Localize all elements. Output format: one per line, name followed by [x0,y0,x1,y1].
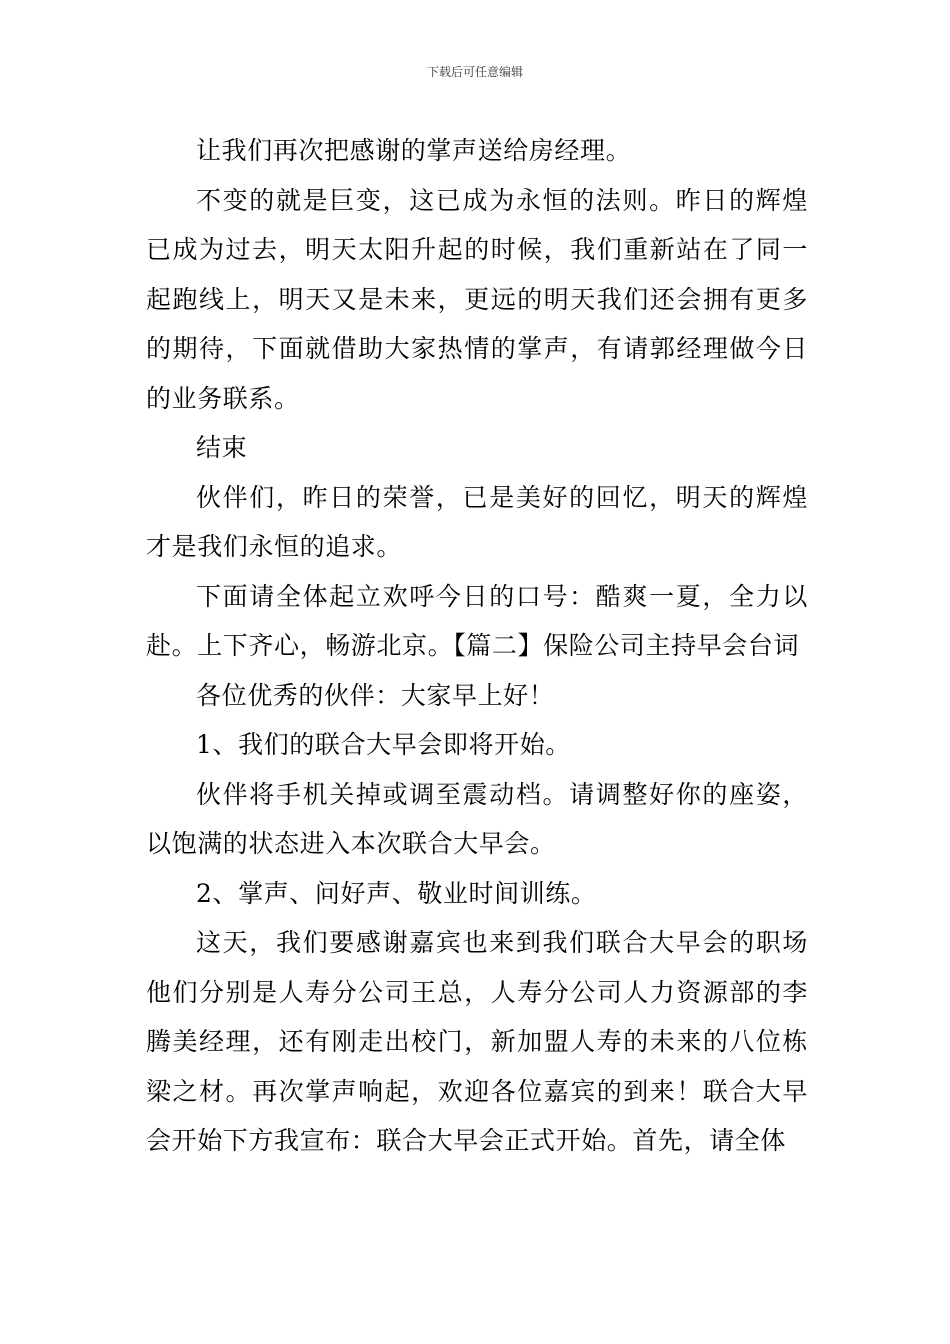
paragraph: 让我们再次把感谢的掌声送给房经理。 [196,136,632,165]
document-body [146,126,808,1166]
section-heading: 结束 [196,433,248,462]
paragraph: 伙伴们，昨日的荣誉，已是美好的回忆，明天的辉煌才是我们永恒的追求。 [146,482,808,561]
paragraph: 2、掌声、问好声、敬业时间训练。 [196,878,597,908]
paragraph: 不变的就是巨变，这已成为永恒的法则。昨日的辉煌已成为过去，明天太阳升起的时候，我们重新站在了同一起跑线上，明天又是未来，更远的明天我们还会拥有更多的期待，下面就借助大家热情的掌声，有请郭经理做今日的业务联系。 [146,185,808,413]
paragraph: 伙伴将手机关掉或调至震动档。请调整好你的座姿，以饱满的状态进入本次联合大早会。 [146,779,808,858]
page-header: 下载后可任意编辑 [426,65,523,79]
paragraph: 下面请全体起立欢呼今日的口号：酷爽一夏，全力以赴。上下齐心，畅游北京。【篇二】保险公司主持早会台词 [146,581,808,660]
paragraph: 各位优秀的伙伴：大家早上好！ [196,680,555,710]
paragraph: 1、我们的联合大早会即将开始。 [196,730,571,759]
paragraph: 这天，我们要感谢嘉宾也来到我们联合大早会的职场他们分别是人寿分公司王总，人寿分公司人力资源部的李腾美经理，还有刚走出校门，新加盟人寿的未来的八位栋梁之材。再次掌声响起，欢迎各位嘉宾的到来！联合大早会开始下方我宣布：联合大早会正式开始。首先，请全体 [146,928,808,1155]
